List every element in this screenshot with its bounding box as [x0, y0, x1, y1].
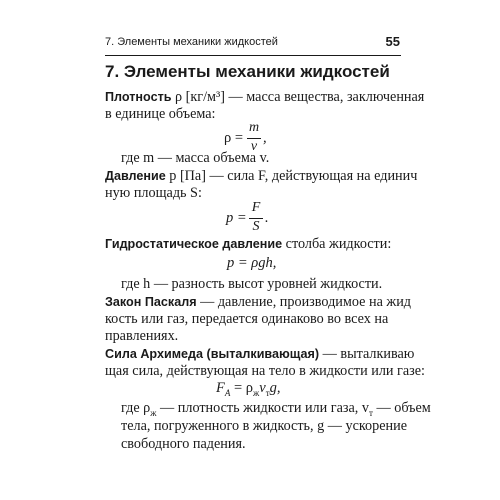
pressure-denominator: S	[252, 219, 260, 234]
pascal-def-text: — давление, производимое на жид	[196, 294, 412, 310]
archimedes-term: Сила Архимеда (выталкивающая)	[105, 347, 320, 361]
header-rule	[105, 55, 401, 56]
pressure-def-line2: ную площадь S:	[105, 185, 202, 201]
archimedes-where-line3: свободного падения.	[121, 436, 246, 452]
archimedes-definition	[105, 346, 414, 363]
pressure-formula-left: p =	[226, 210, 247, 226]
density-definition	[105, 89, 424, 106]
hydrostatic-def-text: столба жидкости:	[282, 236, 392, 252]
archimedes-where-line1: где $\rho_ж$ — плотность жидкости или газа, $v_т$ — объем	[121, 400, 431, 418]
section-title: 7. Элементы механики жидкостей	[105, 62, 390, 81]
archimedes-line2: щая сила, действующая на тело в жидкости или газе:	[105, 363, 426, 379]
pressure-term: Давление	[105, 169, 166, 183]
pascal-term: Закон Паскаля	[105, 295, 197, 309]
hydrostatic-where: где h — разность высот уровней жидкости.	[121, 276, 383, 292]
pascal-line3: правлениях.	[105, 328, 179, 344]
running-header-title: 7. Элементы механики жидкостей	[105, 36, 278, 48]
archimedes-where-line2: тела, погруженного в жидкость, g — ускорение	[121, 418, 408, 434]
pressure-formula-tail: .	[265, 210, 269, 226]
hydrostatic-formula: p = ρgh,	[227, 255, 277, 271]
hydrostatic-definition	[105, 236, 391, 253]
density-def-line2: в единице объема:	[105, 106, 216, 122]
density-formula-tail: ,	[263, 130, 267, 146]
pascal-definition	[105, 294, 411, 311]
hydrostatic-term: Гидростатическое давление	[105, 237, 283, 251]
density-numerator: m	[248, 120, 260, 135]
archimedes-formula: $F_A = \rho_жv_тg$,	[216, 380, 281, 398]
density-where: где m — масса объема v.	[121, 150, 270, 166]
density-term: Плотность	[105, 90, 172, 104]
density-formula-left: ρ =	[224, 130, 244, 146]
pascal-line2: кость или газ, передается одинаково во всех на	[105, 311, 389, 327]
pressure-numerator: F	[251, 200, 261, 215]
pressure-definition	[105, 168, 417, 185]
density-denominator: v	[250, 139, 258, 154]
running-header	[105, 34, 400, 54]
pressure-def-text: p [Па] — сила F, действующая на единич	[165, 168, 418, 184]
page-number: 55	[385, 34, 400, 49]
density-def-text: ρ [кг/м³] — масса вещества, заключенная	[171, 89, 425, 105]
archimedes-def-text: — выталкиваю	[319, 346, 415, 362]
